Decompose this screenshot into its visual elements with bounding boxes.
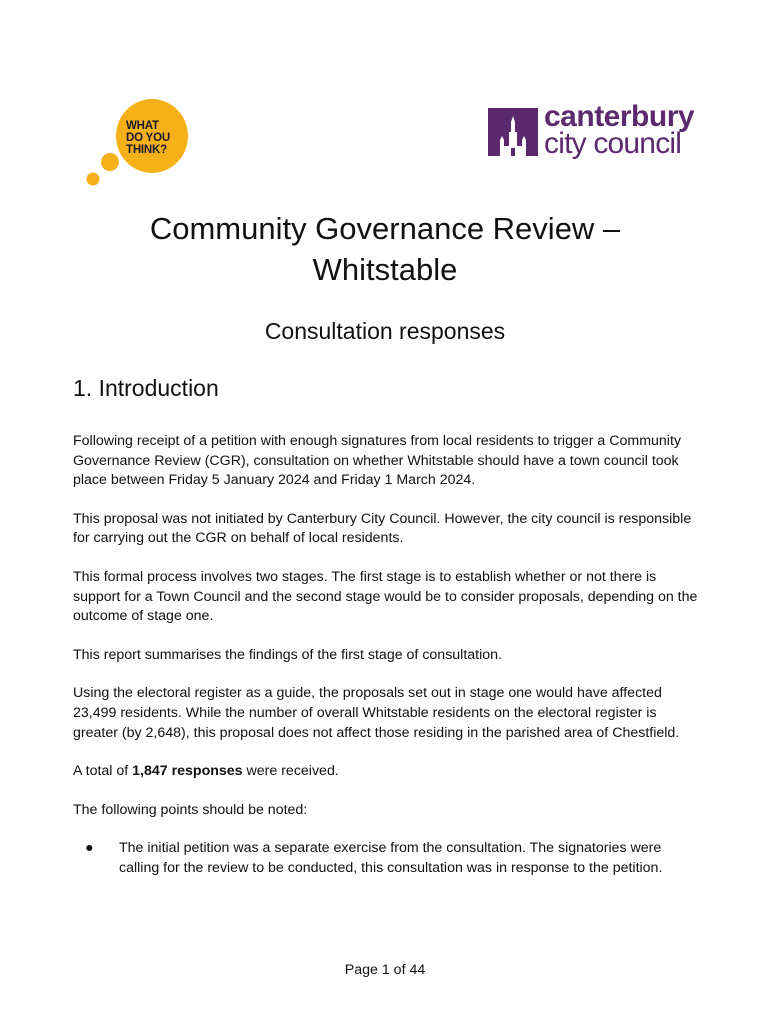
paragraph-5: Using the electoral register as a guide, the proposals set out in stage one would have affected 23,499 residents. While the number of overall Whitstable residents on the electoral register is greater (by 2,648), this proposal does not affect those residing in the parished area of Chestfield. (73, 685, 680, 741)
bullet-icon: ● (85, 840, 94, 857)
page-number: Page 1 of 44 (344, 962, 426, 978)
body-text (73, 432, 703, 879)
title-line-2: Whitstable (312, 252, 458, 287)
paragraph-4: This report summarises the findings of the first stage of consultation. (73, 646, 502, 663)
council-name-line2: city council (544, 127, 682, 160)
paragraph-6 (73, 762, 703, 782)
list-item (73, 839, 703, 878)
paragraph-2: This proposal was not initiated by Canterbury City Council. However, the city council is responsible for carrying out the CGR on behalf of local residents. (73, 510, 692, 547)
responses-suffix: were received. (242, 763, 339, 780)
document-subtitle: Consultation responses (264, 318, 506, 344)
paragraph-1: Following receipt of a petition with enough signatures from local residents to trigger a Community Governance Review (CGR), consultation on whether Whitstable should have a town council took place between Friday 5 January 2024 and Friday 1 March 2024. (73, 433, 681, 489)
council-name-line1: canterbury (544, 100, 695, 133)
paragraph-7: The following points should be noted: (73, 801, 308, 818)
cathedral-icon (488, 102, 538, 156)
responses-prefix: A total of (73, 763, 133, 780)
responses-count: 1,847 responses (132, 763, 243, 780)
canterbury-city-council-logo (488, 102, 708, 158)
paragraph-3: This formal process involves two stages. The first stage is to establish whether or not there is support for a Town Council and the second stage would be to consider proposals, depending on the outcome of stage one. (73, 568, 698, 625)
document-title (60, 208, 710, 290)
bullet-list (73, 839, 703, 878)
bullet-text: The initial petition was a separate exercise from the consultation. The signatories were calling for the review to be conducted, this consultation was in response to the petition. (119, 840, 663, 876)
section-heading: 1. Introduction (73, 375, 219, 401)
what-do-you-think-text: WHAT DO YOU THINK? (126, 120, 170, 156)
title-line-1: Community Governance Review – (149, 211, 621, 246)
